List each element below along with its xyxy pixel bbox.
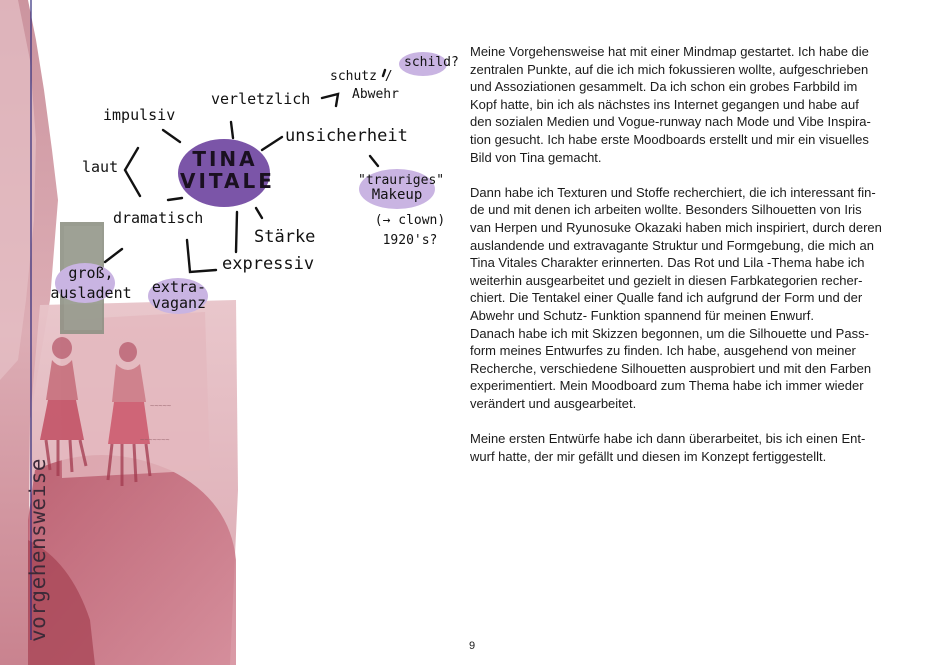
page-number: 9 bbox=[469, 640, 476, 652]
mindmap-center-line2: VITALE bbox=[180, 169, 275, 193]
mindmap-node-schutz: schutz / bbox=[330, 69, 393, 84]
text-line: und Assoziationen gesammelt. Da ich schon ein grobes Farbbild im bbox=[470, 79, 858, 95]
text-line: form meines Entwurfes zu finden. Ich habe, ausgehend von meiner bbox=[470, 343, 856, 359]
text-line: Recherche, verschiedene Silhouetten ausprobiert und mit den Farben bbox=[470, 360, 872, 376]
mindmap-node-traurig bbox=[358, 173, 445, 203]
mindmap-node-verletzlich: verletzlich bbox=[211, 90, 311, 108]
mindmap-extra-line2: vaganz bbox=[151, 293, 207, 312]
mindmap-node-extravaganz bbox=[146, 280, 212, 312]
mindmap-gross-line1: groß, bbox=[68, 264, 114, 282]
mindmap-clown-line1: (→ clown) bbox=[374, 213, 446, 228]
text-line: Meine Vorgehensweise hat mit einer Mindmap gestartet. Ich habe die bbox=[470, 44, 869, 59]
text-line: Abwehr und Schutz- Funktion spannend für meinen Enwurf. bbox=[470, 307, 814, 323]
mindmap-node-dramatisch: dramatisch bbox=[113, 209, 204, 227]
text-line: Tina Vitales Charakter erinnerten. Das Rot und Lila -Thema habe ich bbox=[470, 255, 865, 271]
text-line: auslandende und extravagante Struktur und Formgebung, die mich an bbox=[470, 237, 874, 253]
paragraph-intro bbox=[470, 43, 912, 166]
text-line: Kopf hatte, bin ich als nächstes ins Internet gegangen und habe auf bbox=[470, 96, 859, 112]
svg-text:~~~~~~~: ~~~~~~~ bbox=[140, 436, 170, 444]
paragraph-research bbox=[470, 184, 912, 325]
mindmap-gross-line2: ausladent bbox=[50, 283, 132, 302]
mindmap-center-title bbox=[180, 147, 275, 193]
text-line: de und mit denen ich arbeiten wollte. Besonders Silhouetten von Iris bbox=[470, 202, 862, 218]
paragraph-sketches bbox=[470, 325, 912, 413]
svg-text:~~~~~: ~~~~~ bbox=[150, 402, 172, 410]
mindmap-node-expressiv: expressiv bbox=[222, 254, 315, 274]
mindmap-node-unsicherheit: unsicherheit bbox=[285, 126, 408, 146]
text-line: verändert und ausgearbeitet. bbox=[470, 395, 637, 411]
body-text bbox=[470, 43, 912, 483]
text-line: den sozialen Medien und Vogue-runway nach Mode und Vibe Inspira- bbox=[470, 114, 871, 130]
mindmap-traurig-line1: "trauriges" bbox=[358, 173, 445, 188]
text-line: tion gesucht. Ich habe erste Moodboards erstellt und mir ein visuelles bbox=[470, 131, 869, 147]
mindmap-center-line1: TINA bbox=[192, 147, 258, 171]
text-line: Meine ersten Entwürfe habe ich dann überarbeitet, bis ich einen Ent- bbox=[470, 431, 866, 447]
mindmap-node-impulsiv: impulsiv bbox=[103, 106, 176, 124]
text-line: Dann habe ich Texturen und Stoffe recherchiert, die ich interessant fin- bbox=[470, 184, 876, 200]
text-line: van Herpen und Ryunosuke Okazaki haben mich inspiriert, durch deren bbox=[470, 219, 882, 235]
mindmap-clown-line2: 1920's? bbox=[382, 232, 438, 248]
text-line: weiterhin ausgearbeitet und gezielt in diesen Farbkategorien recher- bbox=[470, 272, 863, 288]
text-line: zentralen Punkte, auf die ich mich fokussieren wollte, aufgeschrieben bbox=[470, 61, 869, 77]
mindmap-traurig-line2: Makeup bbox=[371, 186, 423, 203]
text-line: chiert. Die Tentakel einer Qualle fand ich aufgrund der Form und der bbox=[470, 290, 863, 306]
mindmap-node-gross bbox=[48, 266, 134, 302]
mindmap-node-abwehr: Abwehr bbox=[352, 87, 399, 102]
text-line: Danach habe ich mit Skizzen begonnen, um die Silhouette und Pass- bbox=[470, 325, 869, 341]
text-line: Bild von Tina gemacht. bbox=[470, 149, 602, 165]
text-line: wurf hatte, der mir gefällt und diesen im Konzept fertiggestellt. bbox=[470, 448, 827, 464]
paragraph-final bbox=[470, 430, 912, 465]
mindmap-node-laut: laut bbox=[82, 158, 119, 176]
text-line: experimentiert. Mein Moodboard zum Thema habe ich immer wieder bbox=[470, 378, 864, 394]
section-label: vorgehensweise bbox=[26, 457, 50, 642]
mindmap-node-schild: schild? bbox=[404, 55, 459, 70]
mindmap-extra-line1: extra- bbox=[151, 278, 207, 296]
mindmap-node-staerke: Stärke bbox=[254, 227, 316, 247]
mindmap-node-clown bbox=[372, 214, 448, 247]
